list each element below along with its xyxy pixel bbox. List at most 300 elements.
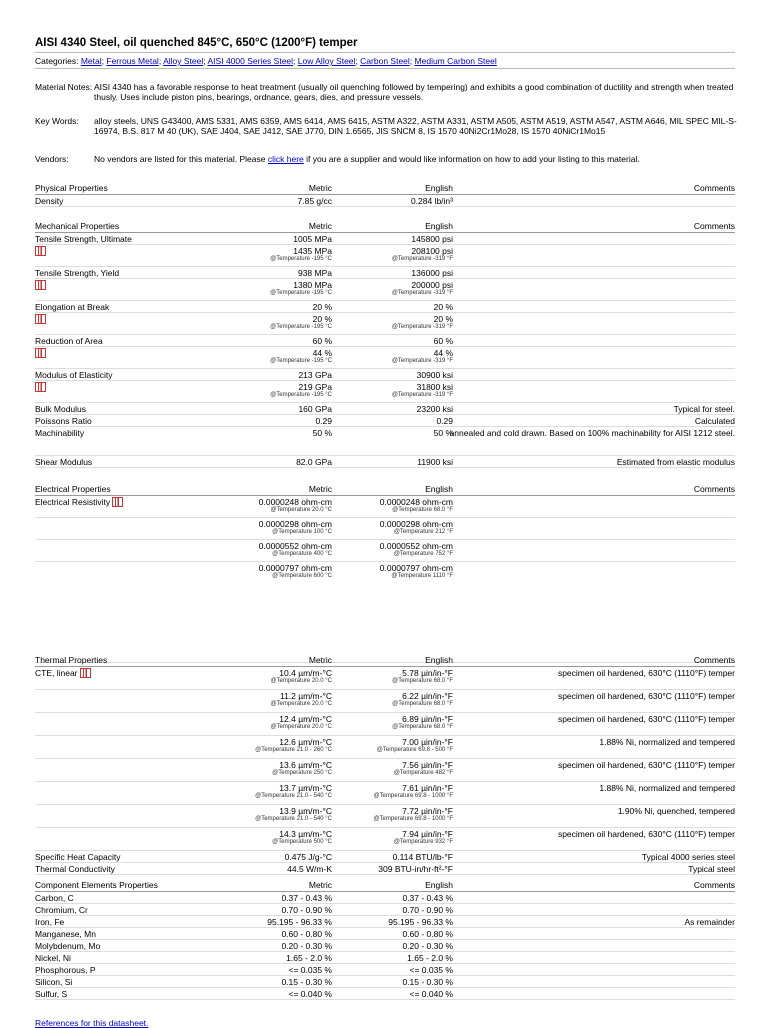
metric-text: 219 GPa [298,382,332,392]
col-comments: Comments [693,183,735,193]
english-text: 309 BTU-in/hr-ft²-°F [378,864,453,874]
metric-text: 0.0000797 ohm-cm [258,563,332,573]
table-row [35,964,735,976]
comment: 1.88% Ni, normalized and tempered [599,737,735,747]
metric-value [270,246,332,262]
metric-text: 0.29 [315,416,332,426]
table-row [35,988,735,1000]
col-english: English [425,221,453,231]
metric-value [259,563,332,579]
metric-text: 0.0000552 ohm-cm [258,541,332,551]
section-title: Electrical Properties [35,484,111,494]
table-row [35,759,735,782]
categories-divider [35,68,735,69]
metric-condition: @Temperature 250 °C [272,770,332,776]
categories-label: Categories: [35,56,79,66]
english-condition: @Temperature 932 °F [393,839,453,845]
property-label: Tensile Strength, Yield [35,268,120,278]
col-english: English [425,880,453,890]
metric-condition: @Temperature 20.0 °C [270,678,332,684]
metric-text: 11.2 µm/m-°C [279,691,332,701]
metric-text: 1435 MPa [293,246,332,256]
metric-condition: @Temperature 20.0 °C [270,701,332,707]
chart-icon[interactable] [35,246,46,256]
metric-value [270,714,332,730]
category-link[interactable]: Carbon Steel [360,56,410,66]
metric-value [289,989,332,999]
english-value [410,965,453,975]
english-text: 0.29 [436,416,453,426]
property-label: Phosphorous, P [35,965,96,975]
english-text: 31800 ksi [416,382,453,392]
table-row [35,301,735,313]
english-text: 20 % [433,302,453,312]
col-metric: Metric [308,655,332,665]
section-title: Thermal Properties [35,655,108,665]
english-value [411,234,453,244]
property-label: Specific Heat Capacity [35,852,121,862]
english-value [402,893,453,903]
table-row [35,690,735,713]
english-value [434,302,453,312]
table-row [35,940,735,952]
property-label: Elongation at Break [35,302,110,312]
metric-text: 0.20 - 0.30 % [281,941,332,951]
property-label: Manganese, Mn [35,929,96,939]
english-value [402,977,453,987]
metric-text: 12.6 µm/m-°C [279,737,332,747]
english-value [434,336,453,346]
metric-text: 50 % [312,428,332,438]
english-text: <= 0.040 % [409,989,453,999]
english-text: 5.78 µin/in-°F [402,668,453,678]
metric-value [298,268,332,278]
english-text: 6.89 µin/in-°F [402,714,453,724]
property-label: Sulfur, S [35,989,68,999]
mechanical-section [35,221,735,468]
english-condition: @Temperature 69.8 - 1000 °F [373,816,453,822]
metric-value [270,668,332,684]
table-row [35,518,735,540]
metric-text: 0.15 - 0.30 % [281,977,332,987]
english-condition: @Temperature -319 °F [391,324,453,330]
col-metric: Metric [308,221,332,231]
english-condition: @Temperature 69.8 - 1000 °F [373,793,453,799]
category-link[interactable]: AISI 4000 Series Steel [207,56,294,66]
col-comments: Comments [693,484,735,494]
metric-value [270,348,332,364]
english-value [380,497,453,513]
table-row [35,195,735,207]
property-label: Chromium, Cr [35,905,88,915]
col-english: English [425,655,453,665]
table-row [35,916,735,928]
category-link[interactable]: Alloy Steel [163,56,204,66]
metric-text: <= 0.035 % [288,965,332,975]
english-condition: @Temperature 482 °F [393,770,453,776]
metric-text: 938 MPa [297,268,332,278]
property-label: Electrical Resistivity [35,497,110,507]
metric-text: 0.0000248 ohm-cm [258,497,332,507]
metric-value [287,864,332,874]
metric-text: 20 % [312,302,332,312]
english-text: 0.37 - 0.43 % [402,893,453,903]
english-text: 7.94 µin/in-°F [402,829,453,839]
property-label: Molybdenum, Mo [35,941,101,951]
metric-value [267,917,332,927]
english-value [402,929,453,939]
metric-value [281,977,332,987]
english-condition: @Temperature 752 °F [393,551,453,557]
metric-value [298,196,333,206]
english-value [392,348,453,364]
col-comments: Comments [693,880,735,890]
comment: Typical for steel. [673,404,735,414]
thermal-section [35,655,735,875]
english-value [411,196,453,206]
section-title: Mechanical Properties [35,221,120,231]
english-value [392,246,453,262]
english-value [402,905,453,915]
comment: As remainder [684,917,735,927]
comment: Typical 4000 series steel [641,852,735,862]
components-section [35,880,735,1000]
section-header [35,221,735,233]
english-text: 44 % [433,348,453,358]
english-text: 0.0000298 ohm-cm [379,519,453,529]
english-text: 0.20 - 0.30 % [402,941,453,951]
english-text: 0.15 - 0.30 % [402,977,453,987]
english-text: 7.00 µin/in-°F [402,737,453,747]
electrical-section [35,484,735,663]
page-title: AISI 4340 Steel, oil quenched 845°C, 650°C (1200°F) temper [35,37,358,49]
english-text: 0.0000248 ohm-cm [379,497,453,507]
english-text: 136000 psi [411,268,453,278]
english-value [380,563,453,579]
english-text: 1.65 - 2.0 % [407,953,453,963]
english-text: 0.70 - 0.90 % [402,905,453,915]
keywords-text: alloy steels, UNS G43400, AMS 5331, AMS 6359, AMS 6414, AMS 6415, ASTM A322, ASTM A331, ASTM A505, ASTM A519, ASTM A547, ASTM A646, MIL SPEC MIL-S-16974, B.S. 817 M 40 (UK), SAE J404, SAE J412, SAE J770, DIN 1.6565, JIS SNCM 8, IS 1570 40Ni2Cr1Mo28, IS 1570 40NiCr1Mo15 [94,116,737,136]
comment: specimen oil hardened, 630°C (1110°F) temper [557,829,735,839]
col-metric: Metric [308,880,332,890]
english-value [392,280,453,296]
metric-value [281,893,332,903]
property-label: Poissons Ratio [35,416,92,426]
metric-value [270,382,332,398]
table-row [35,347,735,369]
metric-condition: @Temperature 500 °C [272,839,332,845]
english-text: 7.61 µin/in-°F [402,783,453,793]
metric-text: 0.37 - 0.43 % [281,893,332,903]
english-text: 7.56 µin/in-°F [402,760,453,770]
table-row [35,928,735,940]
metric-text: 160 GPa [298,404,332,414]
section-header [35,183,735,195]
english-text: 0.284 lb/in³ [410,196,453,206]
metric-text: 0.0000298 ohm-cm [258,519,332,529]
english-text: 50 % [433,428,453,438]
table-row [35,667,735,690]
metric-condition: @Temperature 21.0 - 260 °C [255,747,332,753]
table-row [35,863,735,875]
section-title: Physical Properties [35,183,108,193]
english-value [380,519,453,535]
table-row [35,415,735,427]
metric-text: <= 0.040 % [288,989,332,999]
metric-value [315,416,332,426]
property-label: Carbon, C [35,893,74,903]
title-divider [35,52,735,53]
metric-value [281,929,332,939]
english-condition: @Temperature -319 °F [391,290,453,296]
property-label: Reduction of Area [35,336,103,346]
metric-text: 10.4 µm/m-°C [279,668,332,678]
categories-line [35,56,497,66]
english-text: 95.195 - 96.33 % [388,917,453,927]
section-header [35,880,735,892]
category-link[interactable]: Ferrous Metal [106,56,159,66]
english-value [402,941,453,951]
metric-value [289,965,332,975]
english-condition: @Temperature 68.0 °F [392,724,453,730]
table-row [35,335,735,347]
property-label: Silicon, Si [35,977,73,987]
metric-text: 13.9 µm/m-°C [279,806,332,816]
english-condition: @Temperature 1110 °F [391,573,453,579]
metric-value [270,691,332,707]
chart-icon[interactable] [80,668,91,678]
table-row [35,904,735,916]
english-text: 0.0000552 ohm-cm [379,541,453,551]
col-english: English [425,484,453,494]
metric-value [259,497,332,513]
english-value [380,541,453,557]
english-value [392,382,453,398]
property-label: Tensile Strength, Ultimate [35,234,132,244]
english-condition: @Temperature 68.0 °F [392,507,453,513]
english-value [392,314,453,330]
table-row [35,381,735,403]
metric-condition: @Temperature 100 °C [272,529,332,535]
metric-text: 0.475 J/g-°C [284,852,332,862]
english-value [411,268,453,278]
metric-text: 1.65 - 2.0 % [286,953,332,963]
metric-value [293,234,332,244]
english-text: 30900 ksi [416,370,453,380]
metric-value [296,457,332,467]
metric-condition: @Temperature -195 °C [270,358,332,364]
metric-value [313,336,332,346]
metric-value [286,953,332,963]
table-row [35,403,735,415]
comment: specimen oil hardened, 630°C (1110°F) temper [557,668,735,678]
comment: Calculated [694,416,735,426]
metric-text: 0.60 - 0.80 % [281,929,332,939]
comment: Typical steel [688,864,735,874]
notes-label: Material Notes: [35,82,93,92]
english-condition: @Temperature -319 °F [391,256,453,262]
table-row [35,233,735,245]
table-row [35,713,735,736]
col-comments: Comments [693,221,735,231]
metric-value [313,428,332,438]
table-row [35,279,735,301]
metric-value [313,302,332,312]
metric-value [255,806,332,822]
table-row [35,952,735,964]
chart-icon[interactable] [35,382,46,392]
table-row [35,828,735,851]
table-row [35,313,735,335]
metric-value [259,519,332,535]
category-link[interactable]: Metal [80,56,102,66]
metric-value [272,760,332,776]
metric-text: 60 % [312,336,332,346]
metric-value [255,737,332,753]
english-text: 0.60 - 0.80 % [402,929,453,939]
table-row [35,976,735,988]
metric-value [285,852,332,862]
property-label: Nickel, Ni [35,953,71,963]
metric-text: 213 GPa [298,370,332,380]
english-text: 7.72 µin/in-°F [402,806,453,816]
table-row [35,540,735,562]
metric-condition: @Temperature 20.0 °C [270,507,332,513]
col-metric: Metric [308,183,332,193]
notes-text: AISI 4340 has a favorable response to heat treatment (usually oil quenching followed by tempering) and exhibits a good combination of ductility and strength when treated thusly. Uses include piston pins, bearings, ordnance, gears, dies, and pressure vessels. [94,82,734,102]
comment: 1.88% Ni, normalized and tempered [599,783,735,793]
english-condition: @Temperature 69.8 - 500 °F [376,747,453,753]
english-text: 0.0000797 ohm-cm [379,563,453,573]
property-label: Machinability [35,428,85,438]
english-value [407,953,453,963]
metric-condition: @Temperature -195 °C [270,324,332,330]
table-row [35,369,735,381]
vendors-text [94,154,739,164]
comment: Estimated from elastic modulus [616,457,735,467]
metric-value [298,370,332,380]
metric-text: 1005 MPa [293,234,332,244]
vendors-post: if you are a supplier and would like information on how to add your listing to this material. [303,154,640,164]
metric-text: 20 % [312,314,332,324]
property-label: Thermal Conductivity [35,864,115,874]
metric-text: 1380 MPa [293,280,332,290]
english-text: 60 % [433,336,453,346]
table-row [35,562,735,663]
vendor-signup-link[interactable]: click here [267,154,304,164]
metric-value [270,280,332,296]
metric-text: 14.3 µm/m-°C [279,829,332,839]
english-text: <= 0.035 % [409,965,453,975]
metric-condition: @Temperature 21.0 - 540 °C [255,793,332,799]
comment: 1.90% Ni, quenched, tempered [617,806,735,816]
metric-condition: @Temperature 400 °C [272,551,332,557]
section-header [35,484,735,496]
metric-condition: @Temperature 20.0 °C [270,724,332,730]
references-link[interactable]: References for this datasheet. [35,1018,149,1028]
metric-value [259,541,332,557]
chart-icon[interactable] [35,280,46,290]
category-links: Metal; Ferrous Metal; Alloy Steel; AISI 4000 Series Steel; Low Alloy Steel; Carbon Steel; Medium Carbon Steel [80,56,497,66]
english-value [410,989,453,999]
english-text: 6.22 µin/in-°F [402,691,453,701]
comment: specimen oil hardened, 630°C (1110°F) temper [557,760,735,770]
section-title: Component Elements Properties [35,880,158,890]
physical-section [35,183,735,207]
table-row [35,892,735,904]
table-row [35,782,735,805]
metric-value [255,783,332,799]
metric-text: 12.4 µm/m-°C [279,714,332,724]
section-header [35,655,735,667]
metric-condition: @Temperature -195 °C [270,392,332,398]
vendors-label: Vendors: [35,154,69,164]
property-label: Modulus of Elasticity [35,370,113,380]
property-label: Density [35,196,64,206]
comment: specimen oil hardened, 630°C (1110°F) temper [557,714,735,724]
category-link[interactable]: Low Alloy Steel [297,56,356,66]
english-condition: @Temperature -319 °F [391,358,453,364]
col-metric: Metric [308,484,332,494]
col-english: English [425,183,453,193]
table-row [35,805,735,828]
comment: specimen oil hardened, 630°C (1110°F) temper [557,691,735,701]
metric-condition: @Temperature -195 °C [270,290,332,296]
metric-condition: @Temperature -195 °C [270,256,332,262]
metric-text: 13.7 µm/m-°C [279,783,332,793]
metric-text: 44 % [312,348,332,358]
table-row [35,456,735,468]
chart-icon[interactable] [35,348,46,358]
english-text: 11900 ksi [417,457,453,467]
chart-icon[interactable] [35,314,46,324]
chart-icon[interactable] [112,497,123,507]
english-text: 20 % [433,314,453,324]
metric-text: 44.5 W/m-K [287,864,332,874]
comment: annealed and cold drawn. Based on 100% machinability for AISI 1212 steel. [449,428,735,438]
metric-condition: @Temperature 21.0 - 540 °C [255,816,332,822]
metric-value [298,404,332,414]
table-row [35,245,735,267]
metric-condition: @Temperature 600 °C [272,573,332,579]
english-text: 0.114 BTU/lb-°F [392,852,453,862]
property-label: Bulk Modulus [35,404,87,414]
category-link[interactable]: Medium Carbon Steel [414,56,497,66]
property-label: Iron, Fe [35,917,65,927]
metric-text: 7.85 g/cc [297,196,332,206]
keywords-label: Key Words: [35,116,79,126]
vendors-pre: No vendors are listed for this material. Please [94,154,268,164]
english-text: 23200 ksi [416,404,453,414]
table-row [35,267,735,279]
metric-text: 82.0 GPa [296,457,332,467]
english-text: 145800 psi [411,234,453,244]
english-value [417,370,453,380]
col-comments: Comments [693,655,735,665]
english-text: 200000 psi [411,280,453,290]
english-condition: @Temperature 68.0 °F [392,701,453,707]
metric-text: 0.70 - 0.90 % [281,905,332,915]
metric-value [281,941,332,951]
metric-value [270,314,332,330]
property-label: CTE, linear [35,668,78,678]
property-label: Shear Modulus [35,457,93,467]
table-row [35,851,735,863]
table-row [35,496,735,518]
english-text: 208100 psi [411,246,453,256]
english-condition: @Temperature -319 °F [391,392,453,398]
table-row [35,427,735,456]
